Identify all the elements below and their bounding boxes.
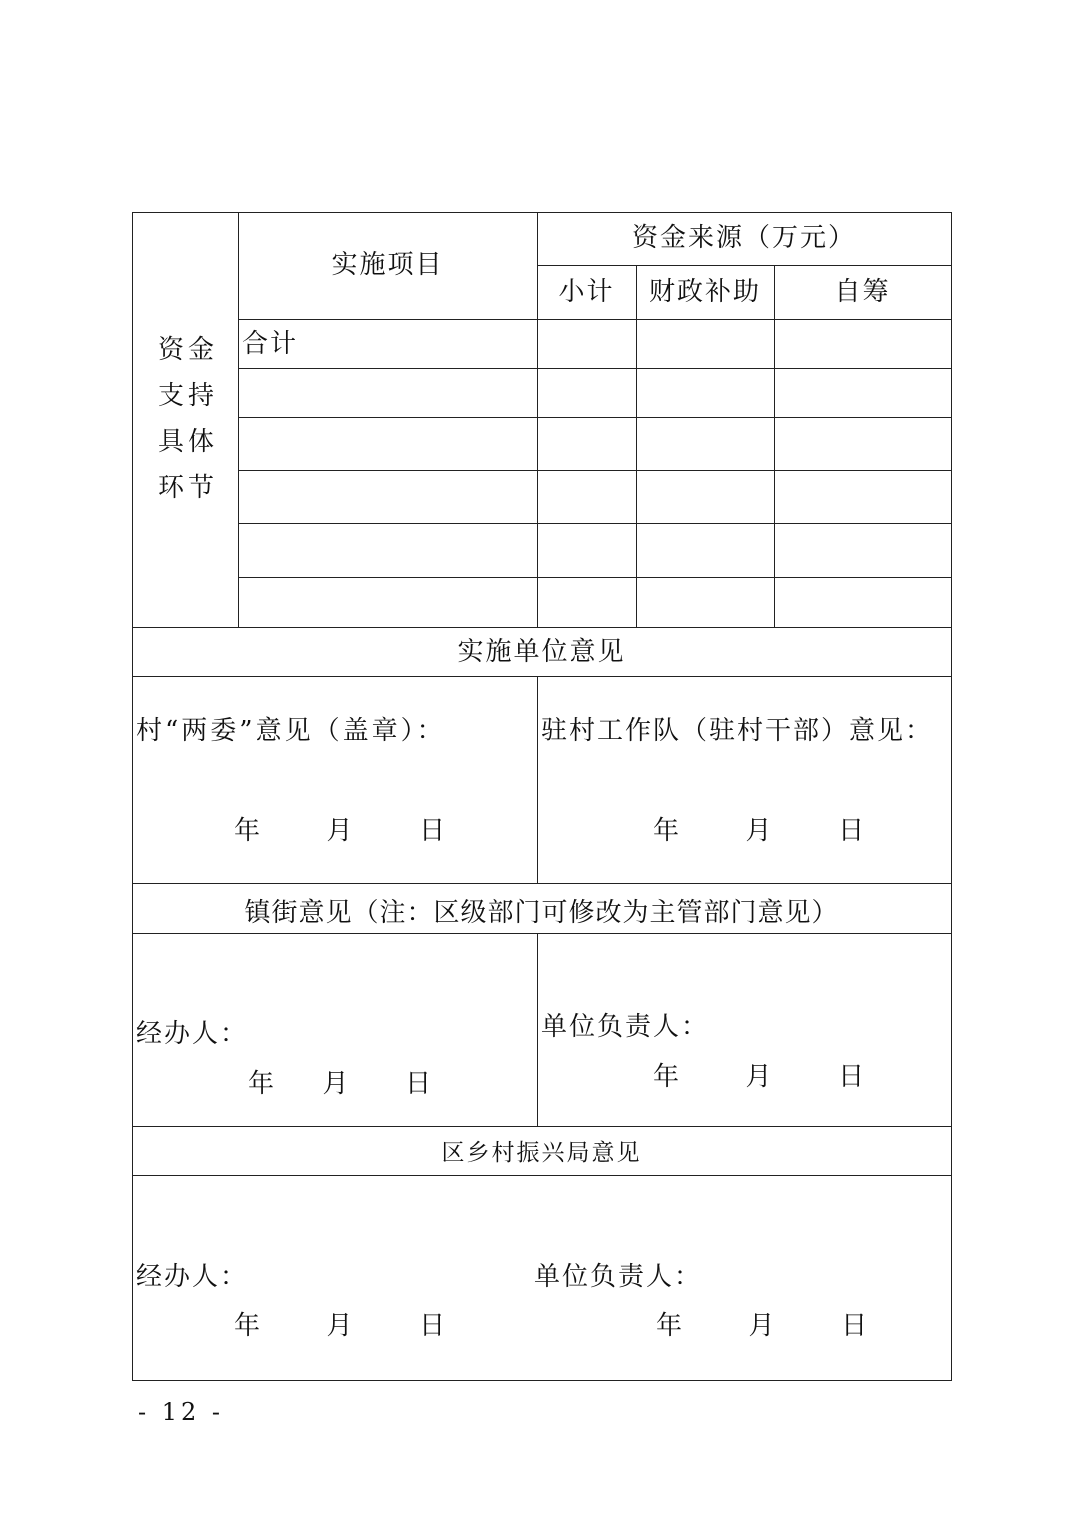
divider — [238, 417, 951, 418]
date-year: 年 — [234, 1311, 263, 1341]
section-label-line: 具体 — [158, 427, 219, 457]
divider — [132, 933, 951, 934]
section-label-line: 支持 — [158, 381, 219, 411]
work-team-date — [653, 816, 866, 846]
date-year: 年 — [653, 1062, 682, 1092]
divider — [132, 676, 951, 677]
date-month: 月 — [326, 1311, 355, 1341]
column-header-fiscal-subsidy: 财政补助 — [648, 277, 761, 307]
divider — [537, 265, 951, 266]
date-month: 月 — [745, 1062, 774, 1092]
town-leader-date — [653, 1062, 866, 1092]
date-day: 日 — [419, 816, 448, 846]
divider — [238, 577, 951, 578]
approval-form-table — [132, 212, 951, 1380]
bureau-leader-date — [656, 1311, 869, 1341]
divider — [238, 368, 951, 369]
divider — [537, 676, 538, 883]
town-handler-label: 经办人： — [136, 1019, 249, 1049]
date-day: 日 — [405, 1069, 434, 1099]
date-month: 月 — [745, 816, 774, 846]
date-month: 月 — [748, 1311, 777, 1341]
date-day: 日 — [419, 1311, 448, 1341]
divider — [132, 1126, 951, 1127]
town-opinion-heading: 镇街意见（注：区级部门可修改为主管部门意见） — [244, 898, 839, 928]
divider — [537, 212, 538, 627]
work-team-label: 驻村工作队（驻村干部）意见： — [541, 716, 934, 746]
bureau-handler-label: 经办人： — [136, 1262, 249, 1292]
table-border-top — [132, 212, 951, 213]
column-header-self-raised: 自筹 — [834, 277, 891, 307]
divider — [132, 627, 951, 628]
date-year: 年 — [248, 1069, 277, 1099]
divider — [238, 319, 951, 320]
implementing-unit-heading: 实施单位意见 — [457, 637, 626, 667]
divider — [537, 933, 538, 1126]
bureau-handler-date — [234, 1311, 447, 1341]
section-label-line: 环节 — [158, 473, 219, 503]
divider — [132, 1175, 951, 1176]
village-committee-date — [234, 816, 447, 846]
date-year: 年 — [234, 816, 263, 846]
date-year: 年 — [653, 816, 682, 846]
column-header-project: 实施项目 — [331, 250, 444, 280]
column-header-subtotal: 小计 — [558, 277, 615, 307]
section-label-line: 资金 — [158, 335, 219, 365]
page-number: - 12 - — [138, 1398, 225, 1426]
divider — [132, 883, 951, 884]
bureau-opinion-heading: 区乡村振兴局意见 — [441, 1140, 642, 1166]
total-row-label: 合计 — [242, 329, 299, 359]
date-day: 日 — [838, 816, 867, 846]
town-handler-date — [248, 1069, 433, 1099]
date-day: 日 — [841, 1311, 870, 1341]
section-label — [158, 327, 218, 511]
divider — [238, 470, 951, 471]
table-border-bottom — [132, 1380, 952, 1381]
bureau-leader-label: 单位负责人： — [534, 1262, 703, 1292]
table-border-right — [951, 212, 952, 1380]
date-year: 年 — [656, 1311, 685, 1341]
table-border-left — [132, 212, 133, 1380]
date-month: 月 — [326, 816, 355, 846]
village-committee-label: 村“两委”意见（盖章）： — [136, 716, 446, 746]
column-header-fund-source: 资金来源（万元） — [631, 223, 856, 253]
date-day: 日 — [838, 1062, 867, 1092]
divider — [238, 523, 951, 524]
town-leader-label: 单位负责人： — [541, 1012, 710, 1042]
date-month: 月 — [322, 1069, 351, 1099]
